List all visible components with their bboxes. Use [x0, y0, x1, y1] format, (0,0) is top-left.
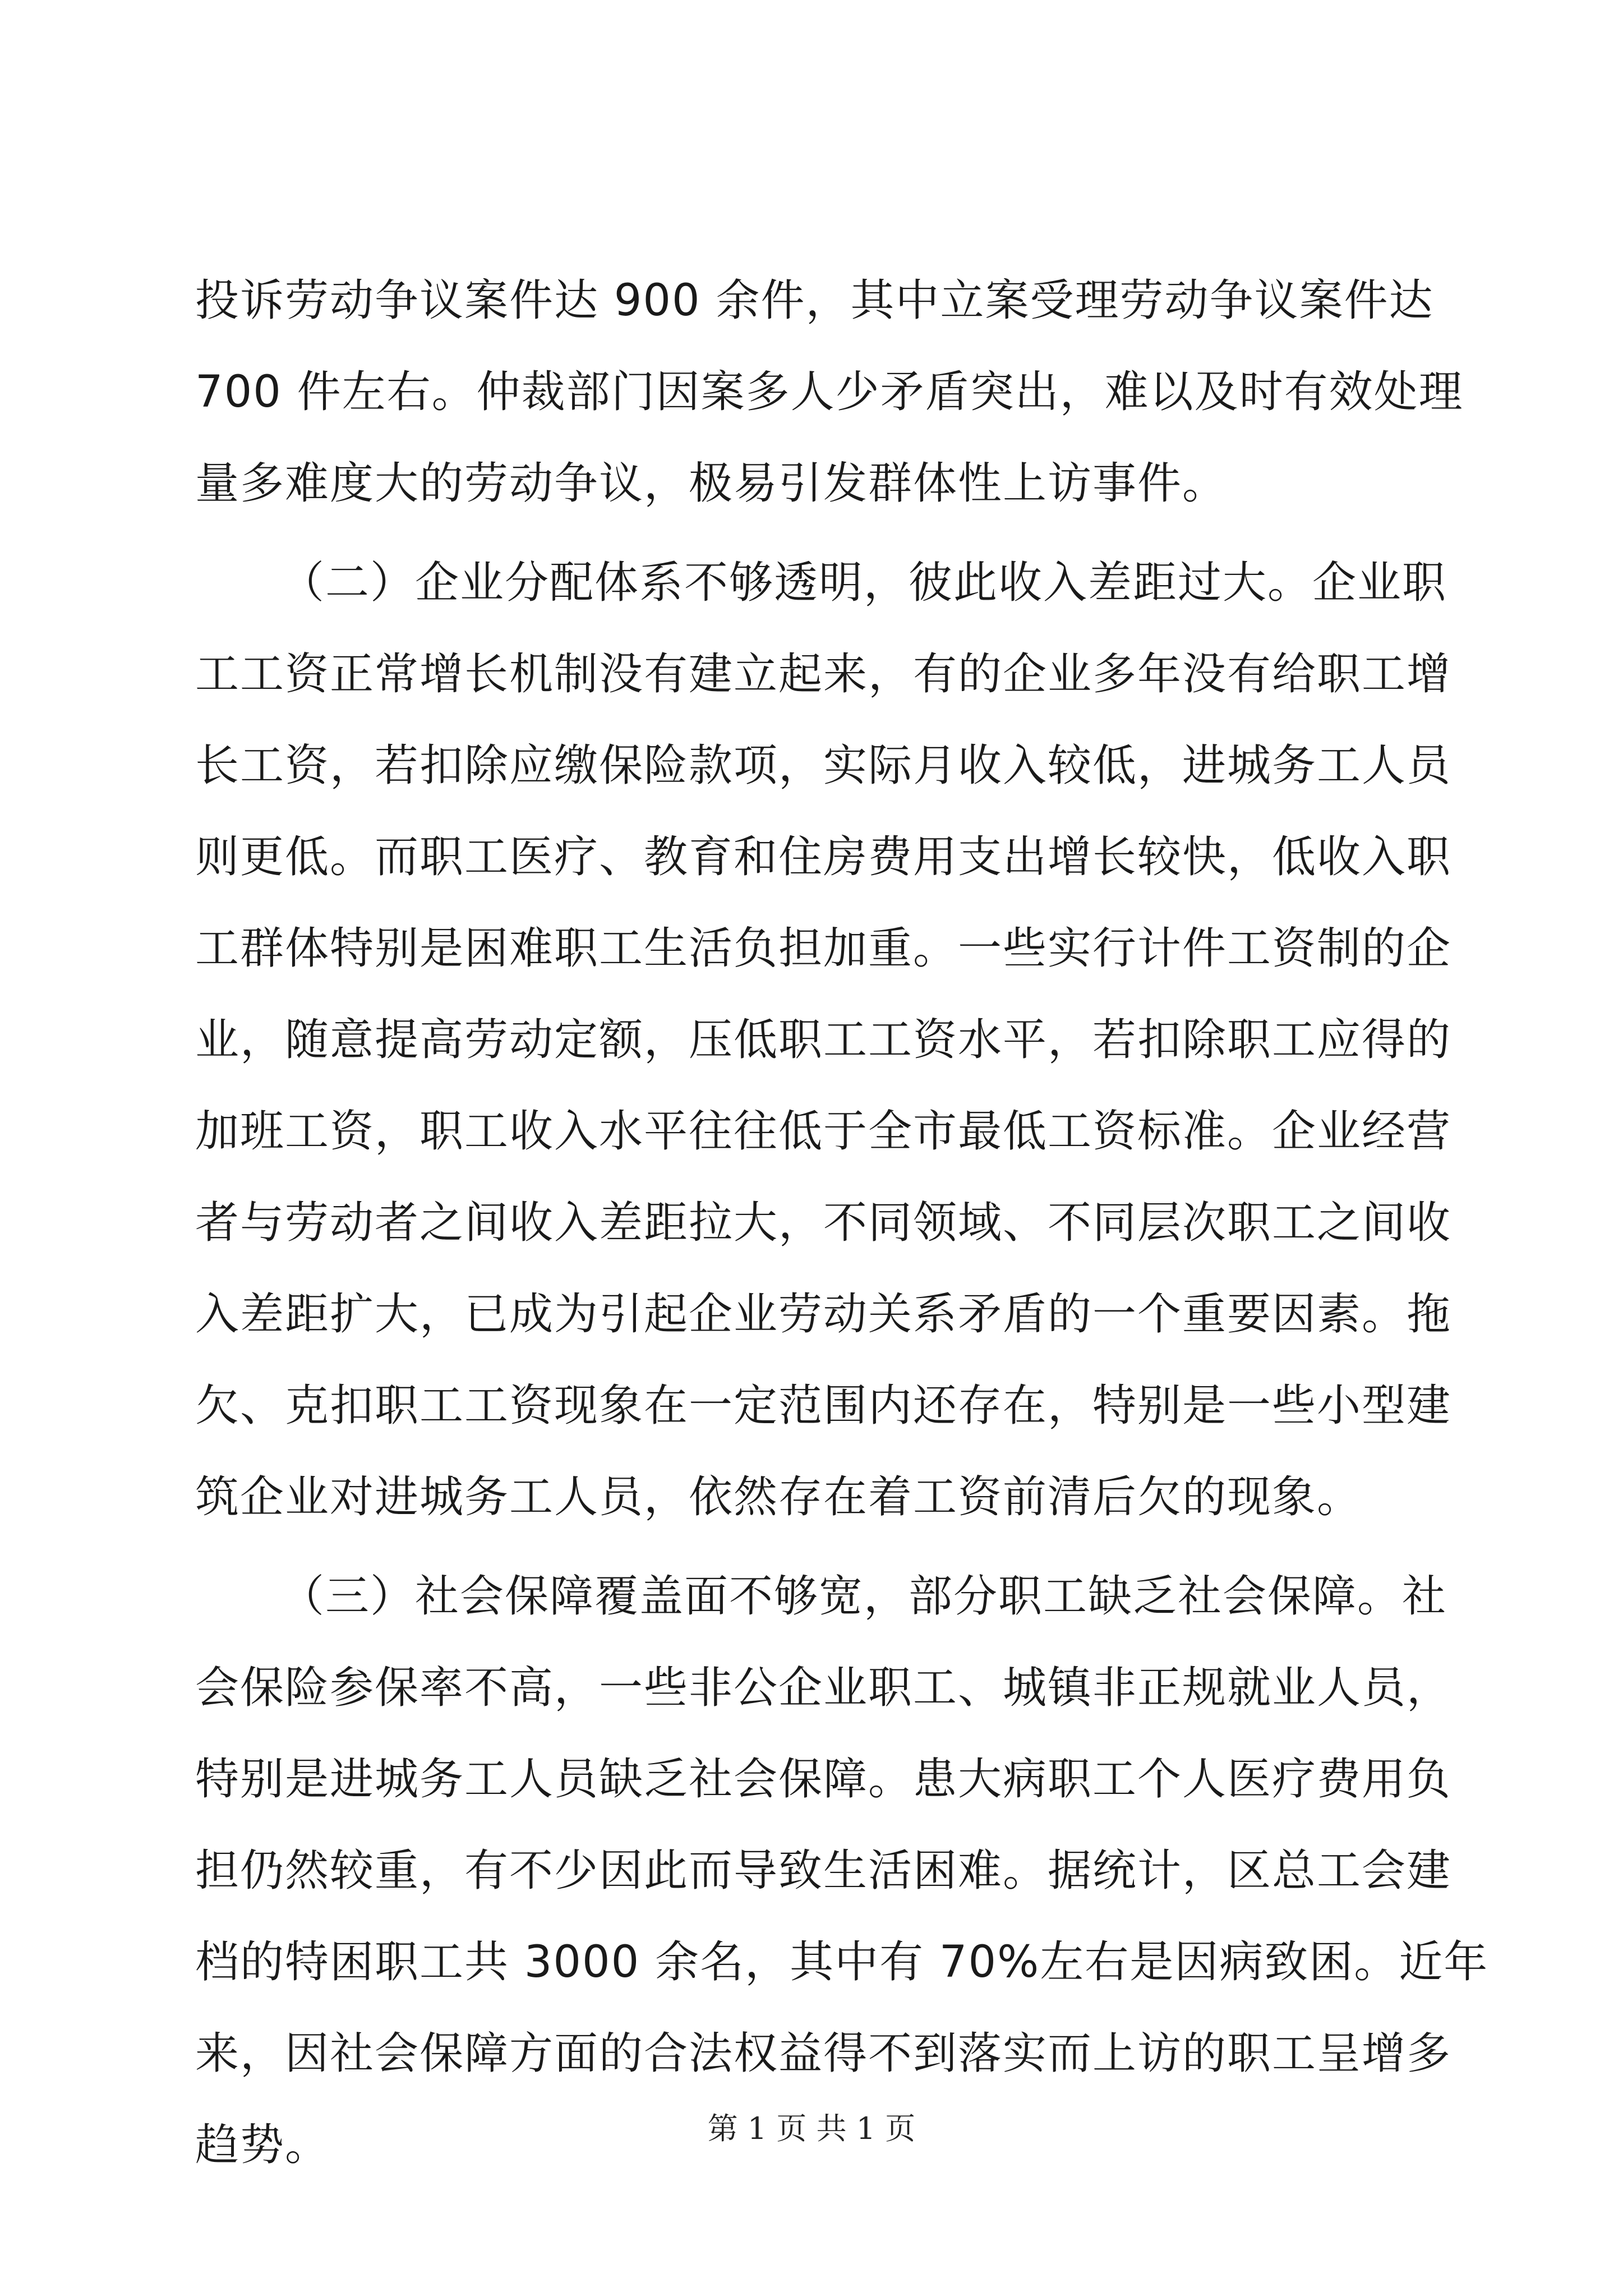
- text-line: （三）社会保障覆盖面不够宽，部分职工缺乏社会保障。社: [280, 1571, 1447, 1622]
- paragraph-3: [195, 1551, 1489, 2191]
- text-line: （二）企业分配体系不够透明，彼此收入差距过大。企业职: [280, 558, 1447, 608]
- text-line: 入差距扩大，已成为引起企业劳动关系矛盾的一个重要因素。拖: [195, 1289, 1452, 1340]
- text-line: 则更低。而职工医疗、教育和住房费用支出增长较快，低收入职: [195, 832, 1452, 882]
- text-line: 来，因社会保障方面的合法权益得不到落实而上访的职工呈增多: [195, 2028, 1452, 2079]
- text-line: 趋势。: [195, 2120, 330, 2170]
- text-line: 档的特困职工共 3000 余名，其中有 70%左右是因病致困。近年: [195, 1937, 1489, 1987]
- document-body: [195, 255, 1489, 2191]
- paragraph-2: [195, 537, 1452, 1543]
- text-line: 担仍然较重，有不少因此而导致生活困难。据统计，区总工会建: [195, 1846, 1452, 1896]
- text-line: 工工资正常增长机制没有建立起来，有的企业多年没有给职工增: [195, 649, 1452, 700]
- text-line: 筑企业对进城务工人员，依然存在着工资前清后欠的现象。: [195, 1472, 1362, 1522]
- text-line: 量多难度大的劳动争议，极易引发群体性上访事件。: [195, 458, 1228, 509]
- text-line: 工群体特别是困难职工生活负担加重。一些实行计件工资制的企: [195, 923, 1452, 974]
- text-line: 特别是进城务工人员缺乏社会保障。患大病职工个人医疗费用负: [195, 1754, 1452, 1805]
- text-line: 700 件左右。仲裁部门因案多人少矛盾突出，难以及时有效处理: [195, 367, 1464, 417]
- page-number-footer: 第 1 页 共 1 页: [707, 2111, 916, 2146]
- text-line: 欠、克扣职工工资现象在一定范围内还存在，特别是一些小型建: [195, 1381, 1452, 1431]
- text-line: 者与劳动者之间收入差距拉大，不同领域、不同层次职工之间收: [195, 1198, 1452, 1248]
- text-line: 加班工资，职工收入水平往往低于全市最低工资标准。企业经营: [195, 1106, 1452, 1157]
- paragraph-1: [195, 255, 1464, 530]
- text-line: 业，随意提高劳动定额，压低职工工资水平，若扣除职工应得的: [195, 1015, 1452, 1065]
- text-line: 长工资，若扣除应缴保险款项，实际月收入较低，进城务工人员: [195, 740, 1452, 791]
- text-line: 会保险参保率不高，一些非公企业职工、城镇非正规就业人员，: [195, 1663, 1452, 1713]
- text-line: 投诉劳动争议案件达 900 余件，其中立案受理劳动争议案件达: [195, 275, 1434, 326]
